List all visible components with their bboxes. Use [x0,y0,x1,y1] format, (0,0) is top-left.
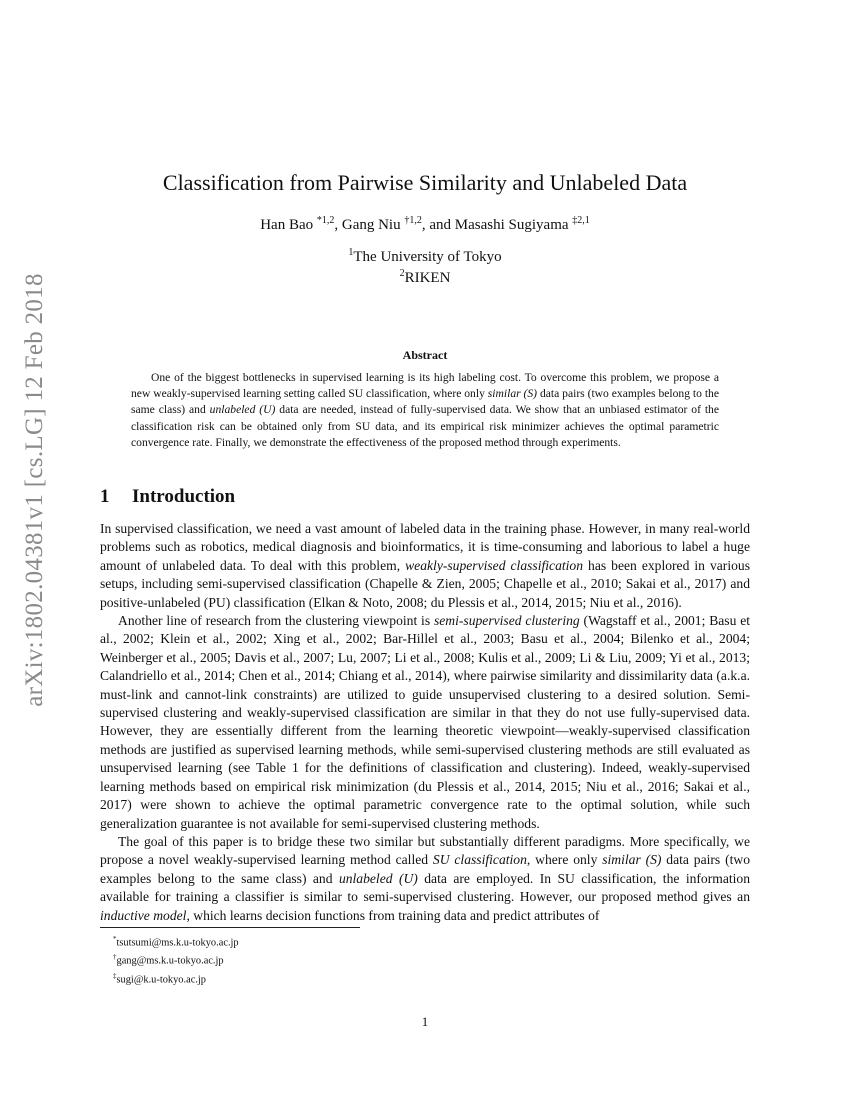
author-name: Masashi Sugiyama [454,217,569,233]
emphasized-text: inductive model [100,907,187,923]
text-run: data pairs (two examples belong to the same class) and [100,852,750,886]
section-heading [100,486,235,508]
text-run: One of the biggest bottlenecks in supervised learning is its high labeling cost. To overcome this problem, we propose a new weakly-supervised learning setting called SU classification, where only [131,371,719,401]
author-line [0,215,850,234]
footnote [113,969,239,987]
page-number: 1 [421,1014,429,1029]
emphasized-text: SU classification [432,852,527,868]
affiliation [0,247,850,266]
affiliation-mark: 2 [399,268,405,279]
emphasized-text: unlabeled (U) [209,403,276,417]
footnote-email: tsutsumi@ms.k.u-tokyo.ac.jp [116,937,239,949]
footnote-rule [100,927,360,928]
author-name: Han Bao [260,217,314,233]
text-run: (Wagstaff et al., 2001; Basu et al., 2002; Klein et al., 2002; Xing et al., 2002; Bar-Hillel et al., 2003; Basu et al., 2004; Bilenko et al., 2004; Weinberger et al., 2005; Davis et al., 2007; Lu, 2007; Li et al., 2008; Kulis et al., 2009; Li & Liu, 2009; Yi et al., 2013; Calandriello et al., 2014; Chen et al., 2014; Chiang et al., 2014), where pairwise similarity and dissimilarity data (a.k.a. must-link and cannot-link constraints) are utilized to guide unsupervised clustering to a desired solution. Semi-supervised clustering and weakly-supervised classification are similar in that they do not use fully-supervised data. However, they are essentially different from the learning theoretic viewpoint—weakly-supervised classification methods are justified as supervised learning methods, while semi-supervised clustering methods are still evaluated as unsupervised learning (see Table 1 for the definitions of classification and clustering). Indeed, weakly-supervised learning methods based on empirical risk minimization (du Plessis et al., 2014, 2015; Niu et al., 2016; Sakai et al., 2017) were shown to achieve the optimal parametric convergence rate to the optimal solution, while such generalization guarantee is not available for semi-supervised clustering methods. [100,613,751,831]
paragraph [100,612,750,833]
emphasized-text: similar (S) [487,387,538,401]
footnote-mark: * [113,935,117,943]
text-run: , where only [526,852,603,868]
text-run: data pairs (two examples belong to the same class) and [131,387,719,417]
emphasized-text: similar (S) [602,852,662,868]
affiliation-name: The University of Tokyo [353,249,502,265]
emphasized-text: semi-supervised clustering [433,613,580,629]
affiliation-name: RIKEN [404,270,451,286]
text-run: has been explored in various setups, including semi-supervised classification (Chapelle & Zien, 2005; Chapelle et al., 2010; Sakai et al., 2017) and positive-unlabeled (PU) classification (Elkan & Noto, 2008; du Plessis et al., 2014, 2015; Niu et al., 2016). [100,557,750,610]
text-run: Another line of research from the clustering viewpoint is [118,613,434,629]
section-title: Introduction [132,486,236,507]
affiliation-mark: 1 [348,247,354,258]
footnote-mark: ‡ [113,971,117,980]
author-separator: , [334,217,342,233]
emphasized-text: weakly-supervised classification [405,557,584,573]
footnote [113,950,239,968]
author-separator: , and [421,217,455,233]
emphasized-text: unlabeled (U) [338,870,418,886]
abstract-heading: Abstract [402,348,448,362]
author-marks: †1,2 [404,215,422,226]
footnote [113,932,239,950]
paper-title: Classification from Pairwise Similarity and Unlabeled Data [162,170,688,195]
author-marks: ‡2,1 [572,215,590,226]
author-name: Gang Niu [341,217,401,233]
text-run: data are employed. In SU classification, the information available for training a classifier is similar to semi-supervised clustering. However, our proposed method gives an [100,870,751,905]
affiliation [0,268,850,287]
text-run: , which learns decision functions from training data and predict attributes of [186,907,600,923]
arxiv-stamp-text: arXiv:1802.04381v1 [cs.LG] 12 Feb 2018 [21,273,49,707]
footnote-email: gang@ms.k.u-tokyo.ac.jp [116,955,224,967]
footnote-email: sugi@k.u-tokyo.ac.jp [116,974,207,986]
author-marks: *1,2 [316,215,335,226]
abstract-body [131,370,719,451]
text-run: In supervised classification, we need a vast amount of labeled data in the training phase. However, in many real-world problems such as robotics, medical diagnosis and bioinformatics, it is time-consuming and laborious to label a huge amount of unlabeled data. To deal with this problem, [100,521,750,573]
introduction-body [100,520,750,925]
footnotes [113,932,239,987]
footnote-mark: † [113,953,117,962]
section-number: 1 [100,486,110,507]
text-run: data are needed, instead of fully-supervised data. We show that an unbiased estimator of the classification risk can be obtained only from SU data, and its empirical risk minimizer achieves the optimal parametric convergence rate. Finally, we demonstrate the effectiveness of the proposed method through experiments. [131,403,719,449]
paragraph [100,520,750,612]
text-run: The goal of this paper is to bridge these two similar but substantially different paradigms. More specifically, we propose a novel weakly-supervised learning method called [100,833,750,868]
paragraph [100,833,750,925]
